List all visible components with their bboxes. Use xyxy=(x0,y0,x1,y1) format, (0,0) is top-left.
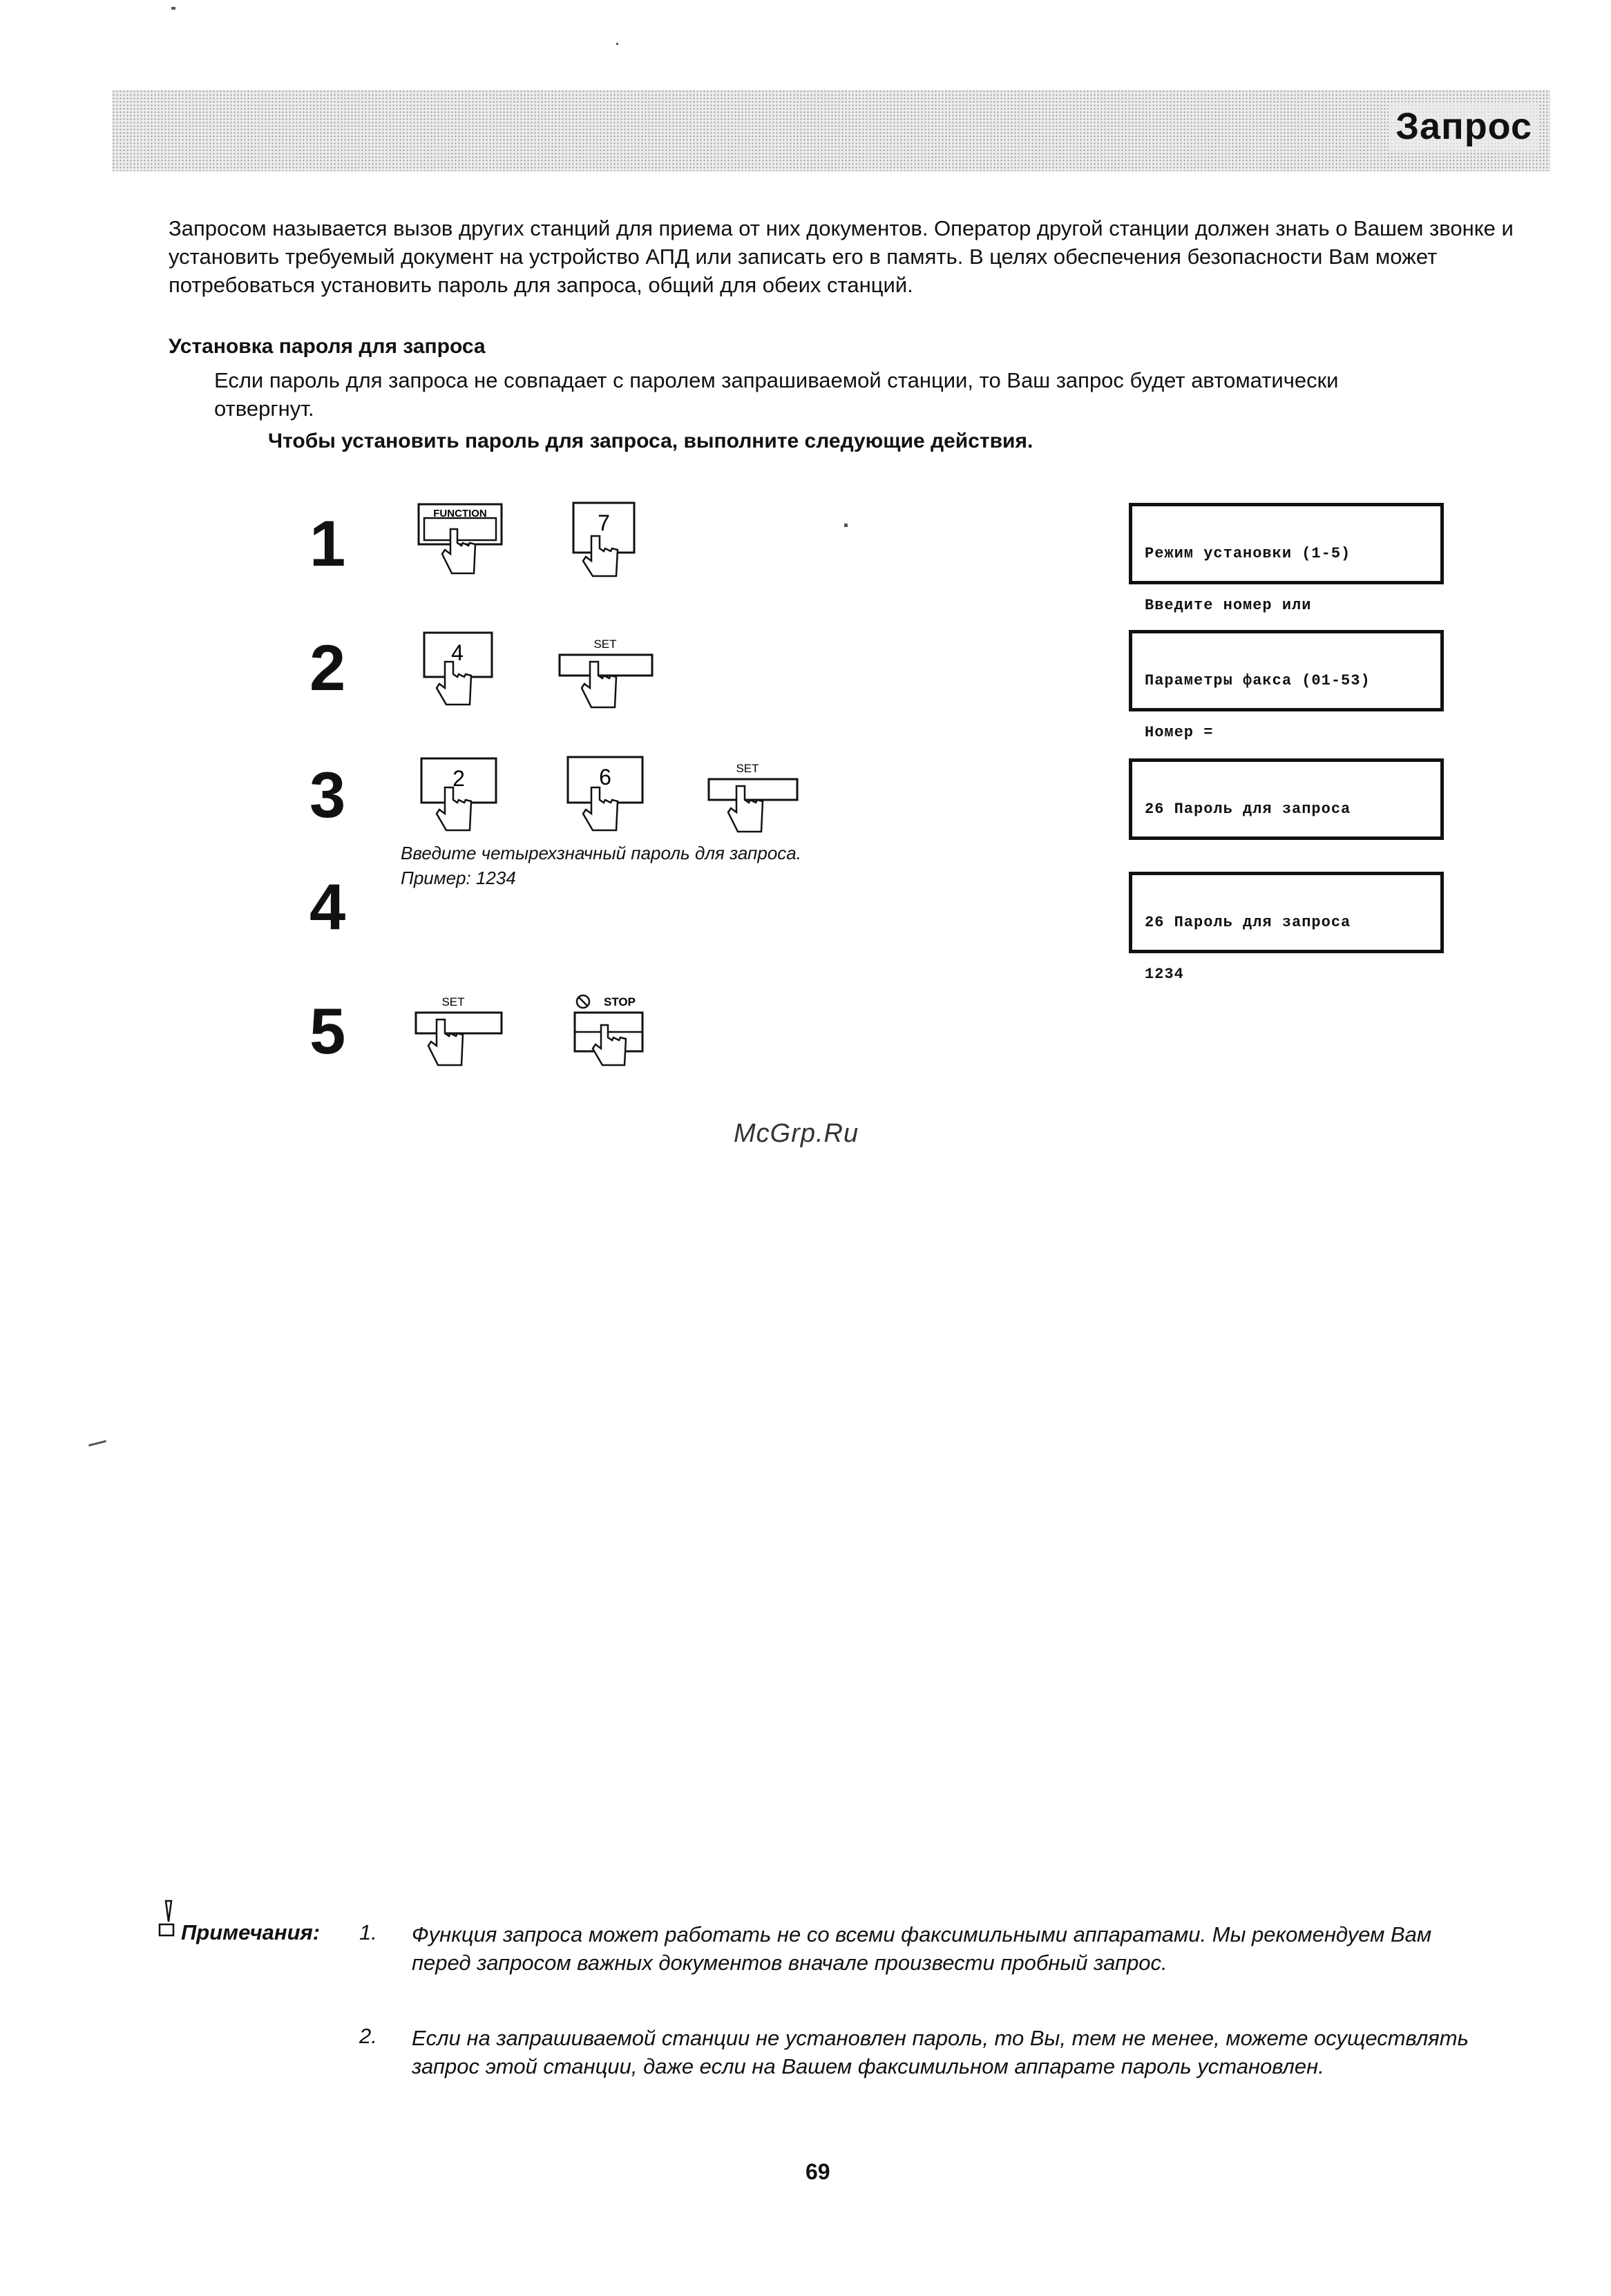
key-6[interactable] xyxy=(565,754,645,833)
note-number: 1. xyxy=(359,1920,377,1944)
scan-speck xyxy=(171,7,175,10)
note-pencil-icon xyxy=(158,1898,178,1942)
step-number: 5 xyxy=(309,995,346,1067)
lcd-line: 1234 xyxy=(1145,966,1184,983)
lcd-display-step1 xyxy=(1129,503,1444,614)
key-2[interactable] xyxy=(419,756,499,833)
notes-label: Примечания: xyxy=(181,1920,321,1944)
section-heading: Установка пароля для запроса xyxy=(169,335,486,358)
set-key-label: SET xyxy=(736,762,759,775)
key-label: 7 xyxy=(598,510,610,535)
intro-paragraph: Запросом называется вызов других станций для приема от них документов. Оператор другой станции должен знать о Вашем звонке и установить требуемый документ на устройство АПД или записать его в память. В целях обеспечения безопасности Вам может потребоваться установить пароль для запроса, общий для обеих станций. xyxy=(169,216,1514,297)
note-text: Функция запроса может работать не со всеми факсимильными аппаратами. Мы рекомендуем Вам перед запросом важных документов вначале произвести пробный запрос. xyxy=(412,1922,1432,1975)
instruction-heading: Чтобы установить пароль для запроса, выполните следующие действия. xyxy=(268,430,1033,452)
lcd-line: Введите номер или xyxy=(1145,597,1312,614)
scan-speck xyxy=(88,1440,106,1446)
lcd-line: 26 Пароль для запроса xyxy=(1145,801,1351,818)
function-key[interactable] xyxy=(417,501,507,577)
key-label: 2 xyxy=(452,766,465,791)
step-number: 1 xyxy=(309,507,346,580)
set-key[interactable] xyxy=(413,991,517,1068)
key-7[interactable] xyxy=(571,500,647,577)
key-label: 6 xyxy=(599,765,611,790)
lcd-line: 26 Пароль для запроса xyxy=(1145,914,1351,931)
header-band xyxy=(112,90,1550,171)
set-key-label: SET xyxy=(593,638,617,651)
watermark-text: McGrp.Ru xyxy=(734,1119,859,1148)
lcd-line: Параметры факса (01-53) xyxy=(1145,672,1371,689)
set-key[interactable] xyxy=(706,757,810,834)
page-number: 69 xyxy=(806,2159,830,2184)
step4-hint-line2: Пример: 1234 xyxy=(401,868,516,888)
stop-symbol-icon xyxy=(577,995,589,1008)
page-title: Запрос xyxy=(1389,102,1539,151)
note-text: Если на запрашиваемой станции не установлен пароль, то Вы, тем не менее, можете осуществлять запрос этой станции, даже если на Вашем факсимильном аппарате пароль установлен. xyxy=(412,2026,1469,2078)
set-key[interactable] xyxy=(557,633,660,710)
scan-speck xyxy=(844,524,848,527)
lcd-display-step4 xyxy=(1129,872,1444,983)
step4-hint-line1: Введите четырехзначный пароль для запроса. xyxy=(401,843,801,863)
scan-speck xyxy=(616,43,618,45)
note-number: 2. xyxy=(359,2024,377,2048)
key-4[interactable] xyxy=(421,630,497,707)
lcd-display-step3 xyxy=(1129,758,1444,840)
stop-key-label: STOP xyxy=(604,995,636,1008)
step-number: 4 xyxy=(309,870,346,943)
lcd-display-step2 xyxy=(1129,630,1444,741)
step-number: 2 xyxy=(309,631,346,704)
set-key-label: SET xyxy=(441,995,465,1008)
step-number: 3 xyxy=(309,758,346,831)
lcd-line: Номер = xyxy=(1145,724,1214,741)
key-label: 4 xyxy=(451,640,464,665)
lcd-line: Режим установки (1-5) xyxy=(1145,545,1351,562)
stop-key[interactable] xyxy=(572,991,655,1068)
section-body: Если пароль для запроса не совпадает с паролем запрашиваемой станции, то Ваш запрос будет автоматически отвергнут. xyxy=(214,368,1339,421)
function-key-label: FUNCTION xyxy=(433,508,487,519)
